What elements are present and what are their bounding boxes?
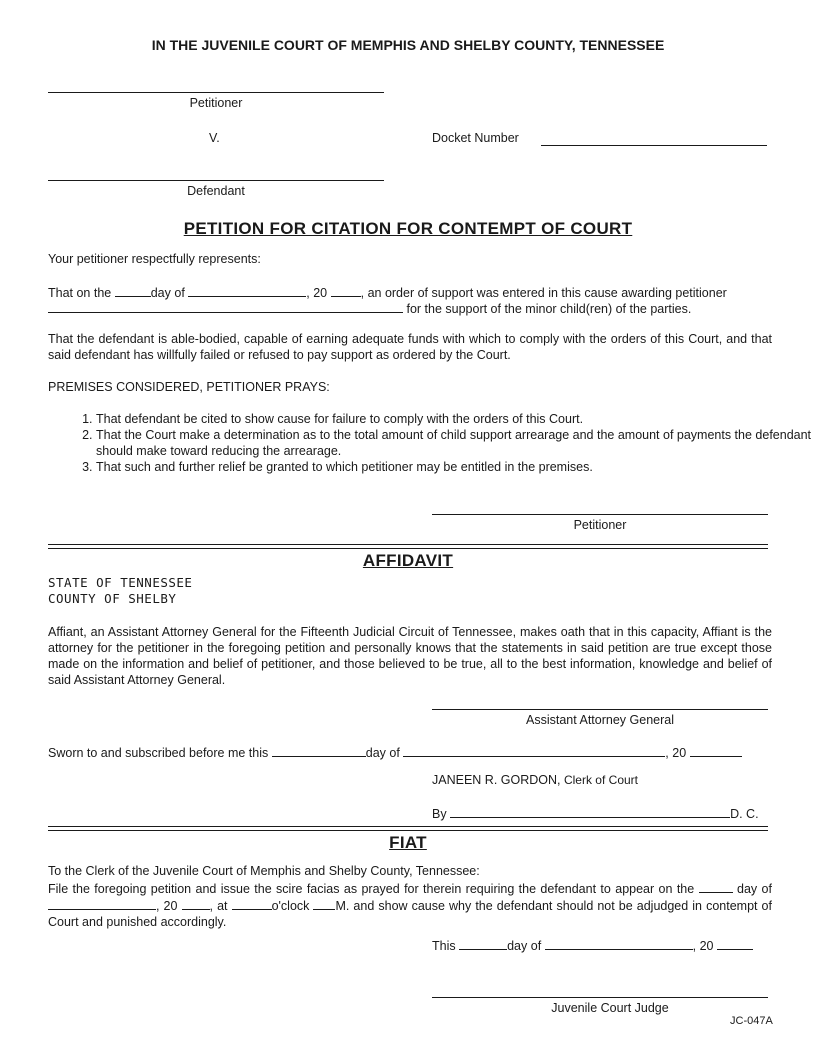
prayer-list xyxy=(48,411,816,475)
premises-considered: PREMISES CONSIDERED, PETITIONER PRAYS: xyxy=(48,380,330,394)
fiat-hour-field[interactable] xyxy=(232,897,272,910)
fiat-body xyxy=(48,880,772,930)
petition-intro: Your petitioner respectfully represents: xyxy=(48,252,261,266)
fiat-text-6: M. and show cause why the defendant should not be adjudged in contempt of Court and punished accordingly. xyxy=(48,899,772,929)
sworn-text-3: , 20 xyxy=(665,746,687,760)
form-code: JC-047A xyxy=(730,1015,773,1027)
fiat-text-5: o'clock xyxy=(271,899,310,913)
fiat-text-4: , at xyxy=(209,899,228,913)
fiat-this-month-field[interactable] xyxy=(545,937,693,950)
clerk-line xyxy=(432,773,638,787)
attorney-signature-label: Assistant Attorney General xyxy=(526,713,674,727)
petition-title: PETITION FOR CITATION FOR CONTEMPT OF COURT xyxy=(183,219,633,238)
fiat-this-year-field[interactable] xyxy=(717,937,753,950)
petition-signature-label: Petitioner xyxy=(573,518,627,532)
fiat-this-text-2: day of xyxy=(507,939,542,953)
order-text-1: That on the xyxy=(48,286,112,300)
fiat-to-line: To the Clerk of the Juvenile Court of Memphis and Shelby County, Tennessee: xyxy=(48,864,480,878)
prayer-item: 2. That the Court make a determination as to the total amount of child support arrearage and the amount of payments the defendant should make toward reducing the arrearage. xyxy=(96,427,816,459)
county-label: COUNTY OF SHELBY xyxy=(48,591,177,606)
affidavit-body: Affiant, an Assistant Attorney General for the Fifteenth Judicial Circuit of Tennessee, makes oath that in this capacity, Affiant is the attorney for the petitioner in the foregoing petition and personally knows that the statements in said petition are true except those made on the information and belief of petitioner, and those believed to be true, all to the best information, knowledge and belief of said Assistant Attorney General. xyxy=(48,625,772,687)
prayer-item: 3. That such and further relief be granted to which petitioner may be entitled in the premises. xyxy=(96,459,816,475)
fiat-text-1: File the foregoing petition and issue the scire facias as prayed for therein requiring the defendant to appear on the xyxy=(48,882,695,896)
deputy-clerk-line xyxy=(432,805,759,821)
fiat-text-2: day of xyxy=(737,882,772,896)
sworn-text-2: day of xyxy=(365,746,400,760)
dc-label: D. C. xyxy=(730,807,759,821)
order-day-field[interactable] xyxy=(115,284,151,297)
sworn-text-1: Sworn to and subscribed before me this xyxy=(48,746,269,760)
judge-signature-label: Juvenile Court Judge xyxy=(551,1001,669,1015)
order-text-4: , an order of support was entered in this cause awarding petitioner xyxy=(360,286,727,300)
versus-label: V. xyxy=(209,131,220,145)
sworn-year-field[interactable] xyxy=(690,744,742,757)
affidavit-title: AFFIDAVIT xyxy=(362,551,454,570)
prayer-item: 1. That defendant be cited to show cause for failure to comply with the orders of this Court. xyxy=(96,411,816,427)
docket-number-label: Docket Number xyxy=(432,131,519,145)
deputy-clerk-field[interactable] xyxy=(450,805,730,818)
order-month-field[interactable] xyxy=(188,284,306,297)
clerk-name: JANEEN R. GORDON, xyxy=(432,773,564,787)
fiat-ampm-field[interactable] xyxy=(313,897,335,910)
order-of-support-line xyxy=(48,284,727,300)
clerk-title: Clerk of Court xyxy=(563,773,638,787)
sworn-month-field[interactable] xyxy=(403,744,665,757)
order-text-5: for the support of the minor child(ren) of the parties. xyxy=(406,302,692,316)
attorney-signature-line[interactable] xyxy=(432,709,768,710)
fiat-this-text-1: This xyxy=(432,939,456,953)
fiat-this-text-3: , 20 xyxy=(692,939,714,953)
state-label: STATE OF TENNESSEE xyxy=(48,575,193,590)
defendant-paragraph: That the defendant is able-bodied, capable of earning adequate funds with which to comply with the orders of this Court, and that said defendant has willfully failed or refused to pay support as ordered by the Court. xyxy=(48,332,772,362)
fiat-appear-day-field[interactable] xyxy=(699,880,733,893)
defendant-label: Defendant xyxy=(187,184,245,198)
order-year-field[interactable] xyxy=(331,284,361,297)
fiat-date-line xyxy=(432,937,753,953)
judge-signature-line[interactable] xyxy=(432,997,768,998)
order-text-2: day of xyxy=(150,286,185,300)
fiat-this-day-field[interactable] xyxy=(459,937,507,950)
support-amount-field[interactable] xyxy=(48,300,403,313)
petition-signature-line[interactable] xyxy=(432,514,768,515)
docket-number-field[interactable] xyxy=(541,145,767,146)
support-amount-line xyxy=(48,300,691,316)
petitioner-signature-line xyxy=(48,92,384,93)
defendant-signature-line xyxy=(48,180,384,181)
section-divider xyxy=(48,826,768,831)
section-divider xyxy=(48,544,768,549)
petitioner-label: Petitioner xyxy=(189,96,243,110)
sworn-day-field[interactable] xyxy=(272,744,366,757)
sworn-line xyxy=(48,744,742,760)
court-heading: IN THE JUVENILE COURT OF MEMPHIS AND SHELBY COUNTY, TENNESSEE xyxy=(151,37,665,53)
fiat-year-field[interactable] xyxy=(182,897,210,910)
fiat-month-field[interactable] xyxy=(48,897,156,910)
by-label: By xyxy=(432,807,447,821)
fiat-text-3: , 20 xyxy=(156,899,178,913)
order-text-3: , 20 xyxy=(306,286,328,300)
fiat-title: FIAT xyxy=(389,833,427,852)
